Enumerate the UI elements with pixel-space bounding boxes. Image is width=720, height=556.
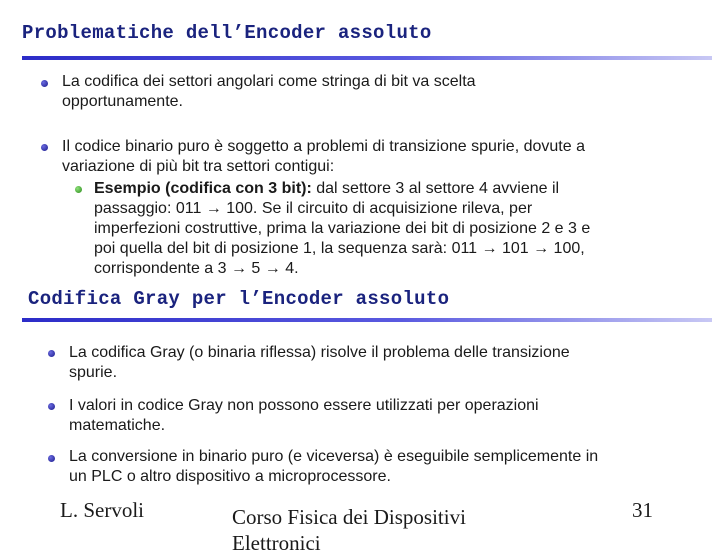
footer-course (232, 504, 466, 556)
text-line: opportunamente. (62, 93, 183, 110)
footer-course-line2: Elettronici (232, 531, 321, 555)
section2-bullet3 (69, 447, 598, 487)
section2-bullet2 (69, 396, 539, 436)
text-line: un PLC o altro dispositivo a microprocessore. (69, 468, 391, 485)
bullet-icon (48, 455, 55, 462)
text-line: matematiche. (69, 417, 166, 434)
footer-course-line1: Corso Fisica dei Dispositivi (232, 505, 466, 529)
footer-author: L. Servoli (60, 498, 144, 522)
footer-page-number: 31 (632, 498, 653, 522)
section2-title: Codifica Gray per l’Encoder assoluto (28, 288, 450, 310)
bullet-icon (41, 144, 48, 151)
text-line: poi quella del bit di posizione 1, la sequenza sarà: 011 → 101 → 100, (94, 240, 585, 257)
bullet-icon (41, 80, 48, 87)
text-line: variazione di più bit tra settori contigui: (62, 158, 335, 175)
text-line: La codifica Gray (o binaria riflessa) risolve il problema delle transizione (69, 344, 570, 361)
section2-title-rule (22, 318, 712, 322)
example-first-line-rest: dal settore 3 al settore 4 avviene il (311, 180, 560, 197)
text-line: imperfezioni costruttive, prima la variazione dei bit di posizione 2 e 3 e (94, 220, 591, 237)
text-line: La codifica dei settori angolari come stringa di bit va scelta (62, 73, 476, 90)
section1-example (94, 179, 590, 279)
section1-title-rule (22, 56, 712, 60)
section1-title: Problematiche dell’Encoder assoluto (22, 22, 432, 44)
bullet-icon (48, 350, 55, 357)
text-line: Il codice binario puro è soggetto a problemi di transizione spurie, dovute a (62, 138, 585, 155)
example-label: Esempio (codifica con 3 bit): (94, 180, 312, 197)
text-line: I valori in codice Gray non possono essere utilizzati per operazioni (69, 397, 539, 414)
text-line: spurie. (69, 364, 118, 381)
bullet-icon (48, 403, 55, 410)
section2-bullet1 (69, 343, 570, 383)
text-line: passaggio: 011 → 100. Se il circuito di acquisizione rileva, per (94, 200, 533, 217)
example-first-line (94, 179, 590, 199)
section1-bullet2 (62, 137, 585, 177)
sub-bullet-icon (75, 186, 82, 193)
text-line: La conversione in binario puro (e viceversa) è eseguibile semplicemente in (69, 448, 599, 465)
section1-bullet1 (62, 72, 476, 112)
text-line: corrispondente a 3 → 5 → 4. (94, 260, 299, 277)
